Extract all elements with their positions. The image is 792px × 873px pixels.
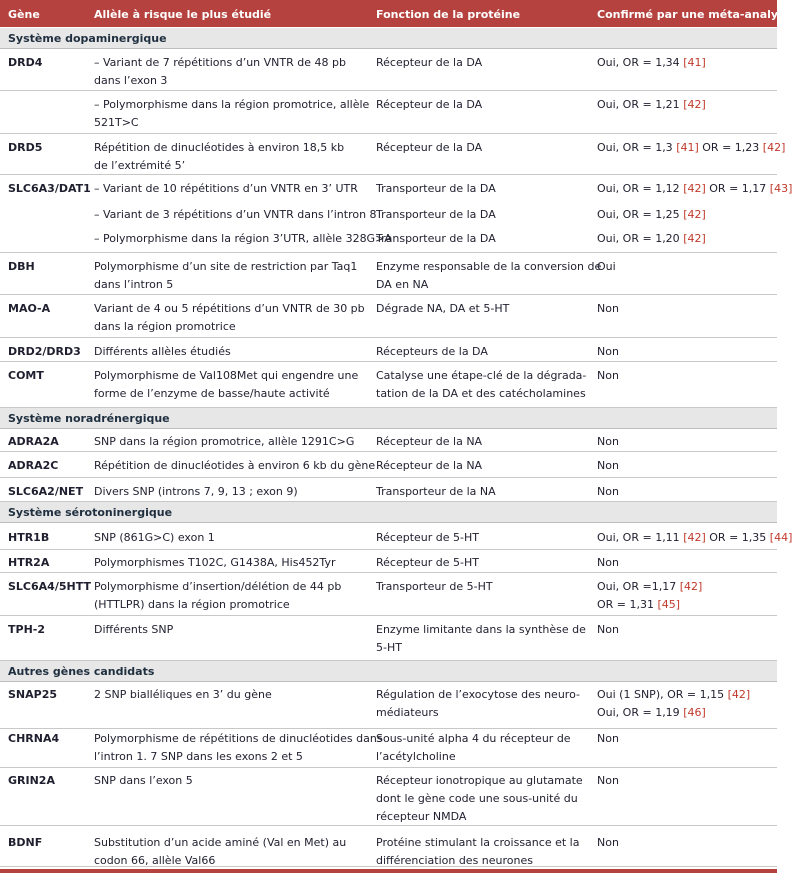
table-header — [0, 0, 792, 27]
meta-cell — [597, 343, 619, 361]
allele-cell — [94, 258, 357, 294]
meta-cell — [597, 554, 619, 572]
reference-link[interactable]: [42] — [683, 208, 706, 221]
function-line: Récepteur ionotropique au glutamate — [376, 774, 583, 787]
reference-link[interactable]: [42] — [683, 232, 706, 245]
meta-text: Non — [597, 369, 619, 382]
header-meta: Confirmé par une méta-analyse — [597, 8, 792, 21]
reference-link[interactable]: [42] — [727, 688, 751, 701]
function-cell — [376, 258, 601, 294]
function-cell — [376, 529, 479, 547]
function-line: Régulation de l’exocytose des neuro- — [376, 688, 580, 701]
row-divider — [0, 451, 777, 452]
allele-line: 2 SNP bialléliques en 3’ du gène — [94, 688, 272, 701]
meta-text: OR = 1,31 — [597, 598, 658, 611]
row-divider — [0, 767, 777, 768]
row-divider — [0, 477, 777, 478]
meta-line — [597, 258, 616, 276]
meta-text: Non — [597, 732, 619, 745]
allele-line: – Polymorphisme dans la région promotrice, allèle — [94, 98, 370, 111]
gene-name: TPH-2 — [8, 623, 45, 636]
meta-text: Non — [597, 435, 619, 448]
meta-line — [597, 578, 702, 596]
allele-line: Différents SNP — [94, 623, 174, 636]
function-line: Récepteur de la NA — [376, 435, 483, 448]
meta-line — [597, 772, 619, 790]
allele-line: – Polymorphisme dans la région 3’UTR, allèle 328G>A — [94, 232, 392, 245]
function-line: Protéine stimulant la croissance et la — [376, 836, 580, 849]
allele-line: Différents allèles étudiés — [94, 345, 231, 358]
function-cell — [376, 139, 482, 157]
allele-cell — [94, 834, 346, 870]
function-cell — [376, 457, 482, 475]
allele-line: – Variant de 3 répétitions d’un VNTR dans l’intron 8 — [94, 208, 377, 221]
meta-text: OR = 1,23 — [698, 141, 763, 154]
meta-cell — [597, 206, 706, 224]
allele-cell — [94, 621, 173, 639]
gene-name: DRD4 — [8, 56, 43, 69]
row-divider — [0, 252, 777, 253]
meta-cell — [597, 367, 619, 385]
gene-name: DRD5 — [8, 141, 43, 154]
function-cell — [376, 180, 496, 198]
row-divider — [0, 294, 777, 295]
meta-cell — [597, 300, 619, 318]
function-cell — [376, 206, 496, 224]
reference-link[interactable]: [43] — [769, 182, 792, 195]
meta-text: Oui, OR = 1,25 — [597, 208, 684, 221]
function-line: l’acétylcholine — [376, 750, 456, 763]
row-divider — [0, 549, 777, 550]
allele-line: – Variant de 7 répétitions d’un VNTR de 48 pb — [94, 56, 346, 69]
function-line: Catalyse une étape-clé de la dégrada- — [376, 369, 587, 382]
function-cell — [376, 230, 496, 248]
meta-text: Oui, OR = 1,21 — [597, 98, 684, 111]
meta-text: OR = 1,17 — [705, 182, 770, 195]
allele-line: Polymorphisme de Val108Met qui engendre une — [94, 369, 359, 382]
gene-name: SLC6A4/5HTT — [8, 580, 91, 593]
reference-link[interactable]: [44] — [769, 531, 792, 544]
function-line: Enzyme responsable de la conversion de — [376, 260, 602, 273]
function-line: 5-HT — [376, 641, 402, 654]
allele-cell — [94, 230, 392, 248]
section-title: Système dopaminergique — [8, 32, 167, 45]
allele-line: Répétition de dinucléotides à environ 6 kb du gène — [94, 459, 376, 472]
meta-text: Oui, OR = 1,19 — [597, 706, 684, 719]
allele-cell — [94, 206, 377, 224]
gene-name: DBH — [8, 260, 35, 273]
allele-line: dans l’intron 5 — [94, 278, 174, 291]
meta-line — [597, 300, 619, 318]
reference-link[interactable]: [46] — [683, 706, 706, 719]
gene-name: CHRNA4 — [8, 732, 60, 745]
header-gene: Gène — [8, 8, 40, 21]
meta-line — [597, 96, 706, 114]
meta-cell — [597, 730, 619, 748]
allele-cell — [94, 529, 215, 547]
function-cell — [376, 834, 579, 870]
reference-link[interactable]: [42] — [683, 182, 706, 195]
row-divider — [0, 572, 777, 573]
function-cell — [376, 300, 509, 318]
meta-text: Oui, OR = 1,3 — [597, 141, 677, 154]
meta-cell — [597, 139, 785, 157]
allele-cell — [94, 554, 335, 572]
reference-link[interactable]: [41] — [683, 56, 706, 69]
meta-line — [597, 621, 619, 639]
function-line: DA en NA — [376, 278, 429, 291]
section-header — [0, 28, 777, 49]
meta-text: Non — [597, 485, 619, 498]
section-header — [0, 661, 777, 682]
allele-line: Substitution d’un acide aminé (Val en Met) au — [94, 836, 347, 849]
function-cell — [376, 367, 586, 403]
allele-line: (HTTLPR) dans la région promotrice — [94, 598, 290, 611]
reference-link[interactable]: [42] — [679, 580, 703, 593]
allele-cell — [94, 730, 383, 766]
meta-cell — [597, 180, 792, 198]
meta-text: Non — [597, 556, 619, 569]
function-cell — [376, 772, 583, 826]
meta-line — [597, 730, 619, 748]
meta-line — [597, 554, 619, 572]
meta-text: Non — [597, 623, 619, 636]
function-line: médiateurs — [376, 706, 439, 719]
function-line: Transporteur de la DA — [376, 182, 496, 195]
meta-line — [597, 433, 619, 451]
allele-cell — [94, 180, 358, 198]
meta-cell — [597, 54, 706, 72]
header-allele: Allèle à risque le plus étudié — [94, 8, 272, 21]
function-cell — [376, 433, 482, 451]
meta-line — [597, 704, 750, 722]
allele-line: dans l’exon 3 — [94, 74, 168, 87]
allele-line: forme de l’enzyme de basse/haute activité — [94, 387, 330, 400]
meta-cell — [597, 621, 619, 639]
allele-line: Polymorphismes T102C, G1438A, His452Tyr — [94, 556, 336, 569]
reference-link[interactable]: [42] — [683, 531, 706, 544]
allele-line: 521T>C — [94, 116, 139, 129]
gene-name: HTR1B — [8, 531, 50, 544]
meta-text: Non — [597, 345, 619, 358]
allele-line: Polymorphisme de répétitions de dinucléotides dans — [94, 732, 383, 745]
allele-line: SNP (861G>C) exon 1 — [94, 531, 215, 544]
meta-line — [597, 343, 619, 361]
meta-cell — [597, 578, 702, 614]
meta-cell — [597, 433, 619, 451]
function-cell — [376, 343, 488, 361]
allele-cell — [94, 772, 193, 790]
function-cell — [376, 483, 496, 501]
row-divider — [0, 615, 777, 616]
meta-line — [597, 367, 619, 385]
function-line: Récepteur de la NA — [376, 459, 483, 472]
gene-name: GRIN2A — [8, 774, 55, 787]
function-cell — [376, 686, 580, 722]
allele-line: SNP dans la région promotrice, allèle 1291C>G — [94, 435, 355, 448]
function-line: Récepteurs de la DA — [376, 345, 488, 358]
row-divider — [0, 133, 777, 134]
function-line: Transporteur de la DA — [376, 208, 496, 221]
gene-name: ADRA2C — [8, 459, 59, 472]
meta-cell — [597, 686, 750, 722]
meta-text: OR = 1,35 — [705, 531, 770, 544]
allele-cell — [94, 483, 298, 501]
meta-line — [597, 596, 702, 614]
meta-line — [597, 529, 792, 547]
meta-cell — [597, 230, 706, 248]
meta-cell — [597, 258, 616, 276]
reference-link[interactable]: [42] — [762, 141, 786, 154]
meta-line — [597, 834, 619, 852]
meta-text: Non — [597, 459, 619, 472]
meta-text: Oui, OR = 1,11 — [597, 531, 684, 544]
allele-line: Répétition de dinucléotides à environ 18,5 kb — [94, 141, 345, 154]
meta-cell — [597, 529, 792, 547]
gene-name: ADRA2A — [8, 435, 59, 448]
allele-line: – Variant de 10 répétitions d’un VNTR en 3’ UTR — [94, 182, 358, 195]
allele-line: Polymorphisme d’insertion/délétion de 44 pb — [94, 580, 342, 593]
row-divider — [0, 90, 777, 91]
allele-line: de l’extrémité 5’ — [94, 159, 186, 172]
meta-line — [597, 483, 619, 501]
function-line: différenciation des neurones — [376, 854, 533, 867]
meta-line — [597, 206, 706, 224]
gene-name: COMT — [8, 369, 44, 382]
meta-cell — [597, 483, 619, 501]
allele-line: Divers SNP (introns 7, 9, 13 ; exon 9) — [94, 485, 298, 498]
function-line: tation de la DA et des catécholamines — [376, 387, 586, 400]
gene-name: SLC6A2/NET — [8, 485, 84, 498]
gene-name: HTR2A — [8, 556, 50, 569]
function-line: Transporteur de la NA — [376, 485, 496, 498]
function-line: récepteur NMDA — [376, 810, 467, 823]
section-header — [0, 502, 777, 523]
function-cell — [376, 96, 482, 114]
meta-text: Non — [597, 302, 619, 315]
meta-text: Oui, OR =1,17 — [597, 580, 680, 593]
allele-cell — [94, 433, 354, 451]
reference-link[interactable]: [41] — [676, 141, 699, 154]
table-bottom-rule — [0, 869, 777, 873]
function-line: Transporteur de la DA — [376, 232, 496, 245]
function-line: Sous-unité alpha 4 du récepteur de — [376, 732, 571, 745]
meta-line — [597, 139, 785, 157]
section-header — [0, 408, 777, 429]
function-line: Récepteur de 5-HT — [376, 531, 479, 544]
section-title: Autres gènes candidats — [8, 665, 155, 678]
allele-cell — [94, 96, 369, 132]
function-line: Récepteur de la DA — [376, 98, 483, 111]
allele-line: codon 66, allèle Val66 — [94, 854, 216, 867]
function-cell — [376, 730, 571, 766]
meta-text: Oui, OR = 1,34 — [597, 56, 684, 69]
function-line: Récepteur de 5-HT — [376, 556, 479, 569]
reference-link[interactable]: [45] — [657, 598, 681, 611]
meta-cell — [597, 834, 619, 852]
meta-line — [597, 686, 750, 704]
meta-line — [597, 180, 792, 198]
allele-cell — [94, 54, 346, 90]
gene-name: MAO-A — [8, 302, 51, 315]
allele-cell — [94, 139, 344, 175]
meta-line — [597, 457, 619, 475]
allele-cell — [94, 300, 365, 336]
allele-cell — [94, 578, 341, 614]
reference-link[interactable]: [42] — [683, 98, 706, 111]
meta-cell — [597, 772, 619, 790]
allele-cell — [94, 457, 375, 475]
allele-cell — [94, 686, 272, 704]
gene-name: BDNF — [8, 836, 43, 849]
row-divider — [0, 728, 777, 729]
function-cell — [376, 554, 479, 572]
function-line: Transporteur de 5-HT — [376, 580, 493, 593]
meta-cell — [597, 96, 706, 114]
meta-text: Oui, OR = 1,20 — [597, 232, 684, 245]
function-line: Récepteur de la DA — [376, 141, 483, 154]
function-line: dont le gène code une sous-unité du — [376, 792, 578, 805]
allele-line: dans la région promotrice — [94, 320, 236, 333]
section-title: Système sérotoninergique — [8, 506, 173, 519]
function-cell — [376, 621, 586, 657]
allele-line: l’intron 1. 7 SNP dans les exons 2 et 5 — [94, 750, 303, 763]
allele-cell — [94, 367, 358, 403]
meta-line — [597, 54, 706, 72]
allele-line: SNP dans l’exon 5 — [94, 774, 193, 787]
section-title: Système noradrénergique — [8, 412, 170, 425]
allele-cell — [94, 343, 231, 361]
function-cell — [376, 54, 482, 72]
function-line: Récepteur de la DA — [376, 56, 483, 69]
meta-text: Oui (1 SNP), OR = 1,15 — [597, 688, 728, 701]
gene-name: SNAP25 — [8, 688, 58, 701]
meta-text: Oui, OR = 1,12 — [597, 182, 684, 195]
meta-text: Non — [597, 836, 619, 849]
function-line: Dégrade NA, DA et 5-HT — [376, 302, 510, 315]
meta-cell — [597, 457, 619, 475]
allele-line: Polymorphisme d’un site de restriction par Taq1 — [94, 260, 358, 273]
allele-line: Variant de 4 ou 5 répétitions d’un VNTR de 30 pb — [94, 302, 365, 315]
row-divider — [0, 337, 777, 338]
row-divider — [0, 361, 777, 362]
gene-name: SLC6A3/DAT1 — [8, 182, 91, 195]
meta-text: Oui — [597, 260, 616, 273]
gene-name: DRD2/DRD3 — [8, 345, 81, 358]
meta-line — [597, 230, 706, 248]
meta-text: Non — [597, 774, 619, 787]
function-cell — [376, 578, 493, 596]
header-function: Fonction de la protéine — [376, 8, 521, 21]
function-line: Enzyme limitante dans la synthèse de — [376, 623, 586, 636]
